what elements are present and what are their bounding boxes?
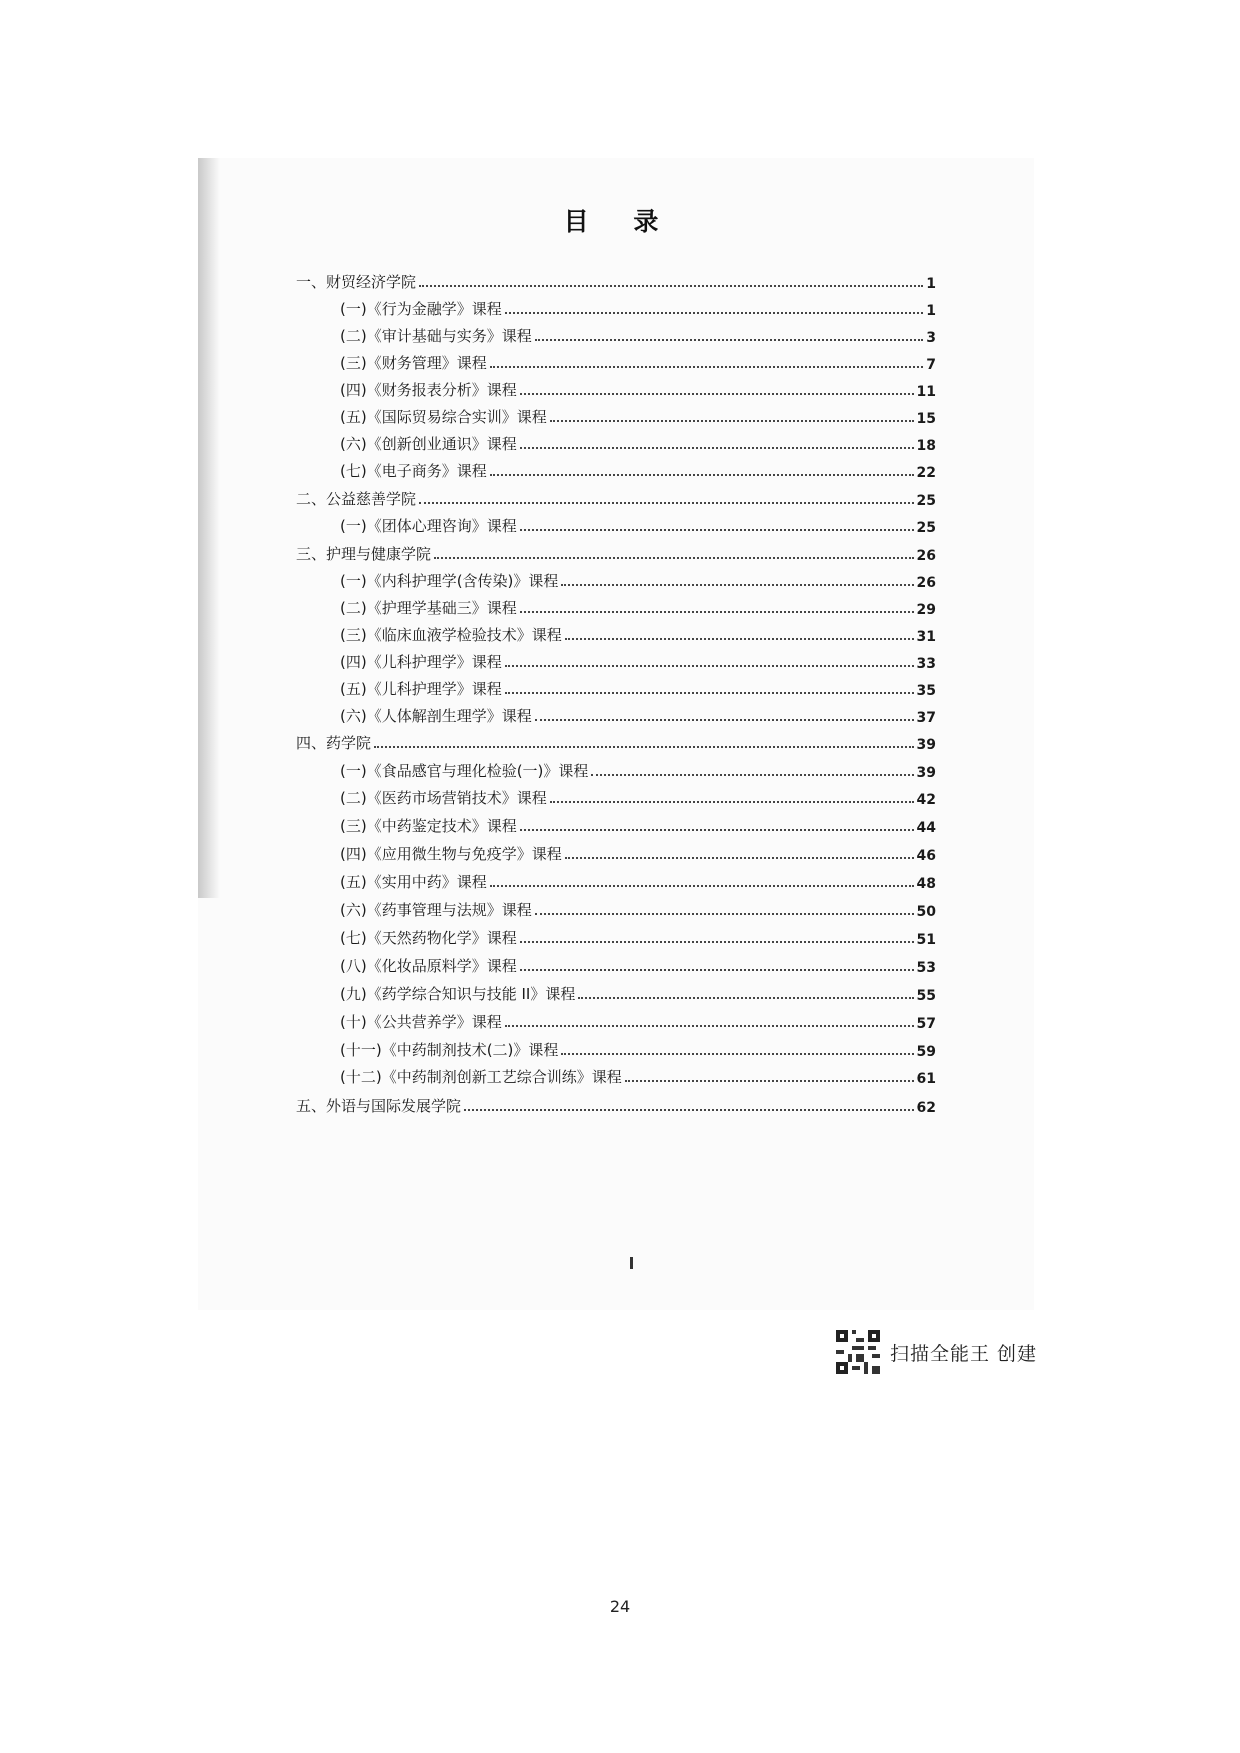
toc-section-entry (296, 1092, 936, 1116)
toc-entry-page: 15 (916, 411, 936, 427)
toc-entry-page: 55 (916, 988, 936, 1004)
toc-leader-dots (520, 829, 914, 831)
toc-course-entry (340, 621, 936, 645)
toc-course-entry (340, 567, 936, 591)
toc-entry-page: 48 (916, 876, 936, 892)
toc-course-entry (340, 457, 936, 481)
toc-leader-dots (505, 665, 914, 667)
toc-entry-page: 33 (916, 656, 936, 672)
toc-course-entry (340, 594, 936, 618)
toc-leader-dots (434, 557, 914, 559)
toc-entry-label: (九)《药学综合知识与技能 II》课程 (340, 985, 576, 1003)
toc-entry-page: 26 (916, 575, 936, 591)
toc-leader-dots (550, 801, 914, 803)
toc-leader-dots (464, 1109, 914, 1111)
page-number: 24 (609, 1597, 631, 1616)
scanned-page-number-mark (630, 1257, 633, 1269)
toc-leader-dots (535, 339, 924, 341)
toc-entry-label: (五)《实用中药》课程 (340, 873, 487, 891)
toc-course-entry (340, 1063, 936, 1087)
toc-entry-page: 35 (916, 683, 936, 699)
toc-entry-page: 37 (916, 710, 936, 726)
toc-entry-label: 五、外语与国际发展学院 (296, 1097, 462, 1115)
toc-entry-label: (四)《儿科护理学》课程 (340, 653, 502, 671)
scanner-brand-text: 扫描全能王 创建 (890, 1342, 1038, 1365)
toc-entry-label: (一)《食品感官与理化检验(一)》课程 (340, 762, 589, 780)
toc-entry-label: (七)《天然药物化学》课程 (340, 929, 517, 947)
toc-entry-page: 3 (926, 330, 936, 346)
toc-entry-label: (一)《团体心理咨询》课程 (340, 517, 517, 535)
toc-entry-label: (二)《审计基础与实务》课程 (340, 327, 532, 345)
toc-leader-dots (419, 502, 914, 504)
toc-entry-label: (六)《人体解剖生理学》课程 (340, 707, 532, 725)
toc-leader-dots (520, 611, 914, 613)
toc-entry-label: (三)《临床血液学检验技术》课程 (340, 626, 562, 644)
toc-section-entry (296, 729, 936, 753)
toc-leader-dots (520, 941, 914, 943)
toc-entry-label: (三)《财务管理》课程 (340, 354, 487, 372)
toc-entry-page: 31 (916, 629, 936, 645)
toc-entry-page: 25 (916, 493, 936, 509)
toc-entry-page: 29 (916, 602, 936, 618)
toc-leader-dots (419, 285, 923, 287)
toc-course-entry (340, 512, 936, 536)
toc-course-entry (340, 868, 936, 892)
toc-course-entry (340, 1036, 936, 1060)
toc-course-entry (340, 648, 936, 672)
toc-leader-dots (565, 857, 914, 859)
toc-entry-page: 61 (916, 1071, 936, 1087)
toc-course-entry (340, 896, 936, 920)
toc-course-entry (340, 1008, 936, 1032)
toc-entry-label: 二、公益慈善学院 (296, 490, 417, 508)
toc-entry-label: (十一)《中药制剂技术(二)》课程 (340, 1041, 559, 1059)
toc-entry-page: 1 (926, 303, 936, 319)
toc-entry-page: 57 (916, 1016, 936, 1032)
toc-entry-page: 25 (916, 520, 936, 536)
toc-leader-dots (625, 1080, 914, 1082)
toc-entry-page: 44 (916, 820, 936, 836)
toc-leader-dots (520, 447, 914, 449)
toc-leader-dots (591, 774, 913, 776)
toc-course-entry (340, 322, 936, 346)
toc-leader-dots (505, 1025, 914, 1027)
toc-course-entry (340, 980, 936, 1004)
toc-entry-label: (六)《药事管理与法规》课程 (340, 901, 532, 919)
toc-entry-page: 1 (926, 276, 936, 292)
toc-entry-page: 26 (916, 548, 936, 564)
toc-leader-dots (490, 474, 914, 476)
toc-entry-label: (十)《公共营养学》课程 (340, 1013, 502, 1031)
toc-entry-label: (七)《电子商务》课程 (340, 462, 487, 480)
toc-leader-dots (490, 366, 924, 368)
toc-leader-dots (374, 746, 914, 748)
toc-entry-page: 39 (916, 737, 936, 753)
toc-course-entry (340, 403, 936, 427)
toc-leader-dots (535, 719, 914, 721)
toc-entry-label: (八)《化妆品原料学》课程 (340, 957, 517, 975)
toc-course-entry (340, 295, 936, 319)
toc-entry-page: 7 (926, 357, 936, 373)
toc-entry-label: (四)《应用微生物与免疫学》课程 (340, 845, 562, 863)
toc-leader-dots (561, 584, 913, 586)
toc-entry-page: 39 (916, 765, 936, 781)
toc-leader-dots (520, 529, 914, 531)
toc-course-entry (340, 757, 936, 781)
scan-edge-shadow (198, 158, 220, 898)
toc-course-entry (340, 784, 936, 808)
toc-course-entry (340, 952, 936, 976)
toc-leader-dots (535, 913, 914, 915)
toc-entry-page: 50 (916, 904, 936, 920)
toc-leader-dots (505, 312, 924, 314)
toc-entry-label: (二)《护理学基础三》课程 (340, 599, 517, 617)
toc-leader-dots (520, 393, 914, 395)
toc-course-entry (340, 812, 936, 836)
toc-entry-page: 11 (916, 384, 936, 400)
toc-entry-label: (五)《国际贸易综合实训》课程 (340, 408, 547, 426)
toc-leader-dots (520, 969, 914, 971)
toc-entry-page: 22 (916, 465, 936, 481)
toc-entry-label: (四)《财务报表分析》课程 (340, 381, 517, 399)
toc-course-entry (340, 840, 936, 864)
toc-leader-dots (490, 885, 914, 887)
toc-entry-page: 62 (916, 1100, 936, 1116)
toc-course-entry (340, 924, 936, 948)
toc-entry-label: 三、护理与健康学院 (296, 545, 432, 563)
toc-entry-page: 18 (916, 438, 936, 454)
toc-entry-label: (五)《儿科护理学》课程 (340, 680, 502, 698)
toc-entry-label: (二)《医药市场营销技术》课程 (340, 789, 547, 807)
toc-entry-label: 四、药学院 (296, 734, 372, 752)
toc-entry-label: (六)《创新创业通识》课程 (340, 435, 517, 453)
toc-leader-dots (578, 997, 913, 999)
toc-leader-dots (565, 638, 914, 640)
toc-entry-label: (一)《行为金融学》课程 (340, 300, 502, 318)
toc-leader-dots (505, 692, 914, 694)
toc-leader-dots (561, 1053, 913, 1055)
toc-entry-page: 51 (916, 932, 936, 948)
toc-course-entry (340, 430, 936, 454)
toc-entry-page: 42 (916, 792, 936, 808)
toc-course-entry (340, 376, 936, 400)
toc-entry-page: 46 (916, 848, 936, 864)
toc-entry-label: (三)《中药鉴定技术》课程 (340, 817, 517, 835)
toc-course-entry (340, 702, 936, 726)
toc-entry-label: (一)《内科护理学(含传染)》课程 (340, 572, 559, 590)
toc-course-entry (340, 675, 936, 699)
toc-section-entry (296, 268, 936, 292)
toc-section-entry (296, 485, 936, 509)
toc-section-entry (296, 540, 936, 564)
toc-entry-label: (十二)《中药制剂创新工艺综合训练》课程 (340, 1068, 622, 1086)
toc-entry-label: 一、财贸经济学院 (296, 273, 417, 291)
toc-title: 目 录 (563, 207, 677, 236)
toc-leader-dots (550, 420, 914, 422)
toc-course-entry (340, 349, 936, 373)
qr-code-icon (836, 1330, 880, 1374)
toc-entry-page: 59 (916, 1044, 936, 1060)
scanner-watermark (836, 1330, 1037, 1374)
toc-entry-page: 53 (916, 960, 936, 976)
